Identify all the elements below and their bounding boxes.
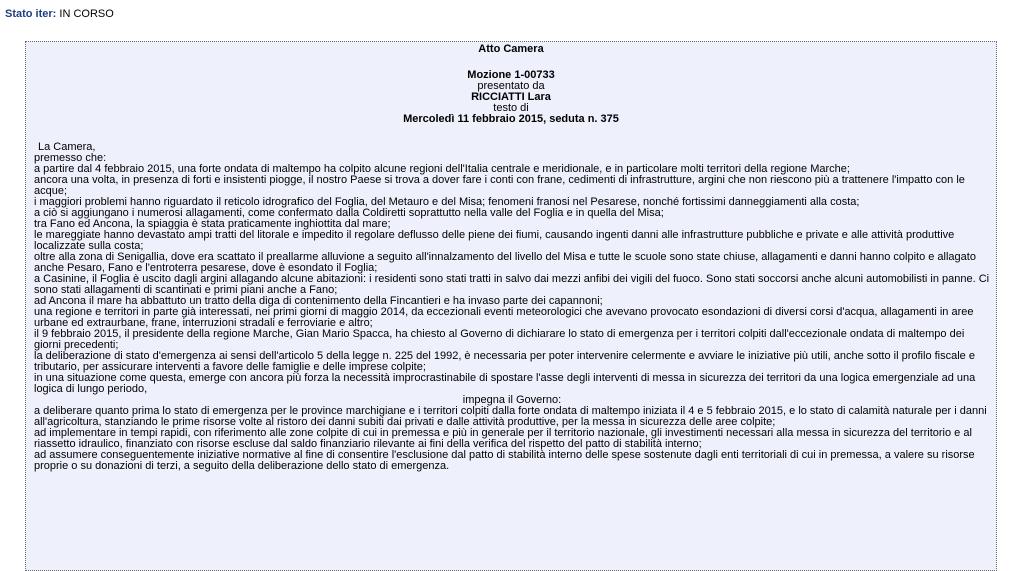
intro-line: La Camera, [38, 141, 96, 153]
premise-paragraph: a partire dal 4 febbraio 2015, una forte ondata di maltempo ha colpito alcune regioni dell'Italia centrale e meridionale, e in particolare molti territori della regione Marche; [34, 163, 850, 175]
premise-paragraph: una regione e territori in parte già interessati, nei primi giorni di maggio 2014, da eccezionali eventi meteorologici che avevano provocato esondazioni di diversi corsi d'acqua, allagamenti in aree urbane ed extraurbane, frane, interruzioni stradali e ferroviarie e altro; [34, 306, 974, 329]
session-date: Mercoledì 11 febbraio 2015, seduta n. 375 [403, 113, 619, 125]
impegna-heading: impegna il Governo: [462, 394, 562, 406]
premise-paragraph: le mareggiate hanno devastato ampi tratti del litorale e impedito il regolare deflusso delle piene dei fiumi, causando ingenti danni alle infrastrutture pubbliche e private e alle attività produttive localizzate sulla costa; [34, 229, 955, 252]
status-label: Stato iter: [5, 8, 57, 20]
premise-paragraph: i maggiori problemi hanno riguardato il reticolo idrografico del Foglia, del Metauro e del Misa; fenomeni franosi nel Pesarese, nonché fortissimi danneggiamenti alla costa; [34, 196, 860, 208]
motion-document [25, 41, 997, 571]
premise-paragraph: la deliberazione di stato d'emergenza ai sensi dell'articolo 5 della legge n. 225 del 1992, è necessaria per poter intervenire celermente e avviare le iniziative più utili, anche sotto il profilo fiscale e tributario, per assicurare interventi a favore delle famiglie e delle imprese colpite; [34, 350, 975, 373]
presented-by: presentato da [477, 80, 545, 92]
premise-paragraph: il 9 febbraio 2015, il presidente della regione Marche, Gian Mario Spacca, ha chiesto al Governo di dichiarare lo stato di emergenza per i territori colpiti dall'eccezionale ondata di maltempo dei giorni precedenti; [34, 328, 965, 351]
premise-paragraph: ancora una volta, in presenza di forti e insistenti piogge, il nostro Paese si trova a dover fare i conti con frane, cedimenti di infrastrutture, argini che non riescono più a trattenere l'impatto con le acque; [34, 174, 965, 197]
document-body [26, 142, 990, 472]
premise-paragraph: tra Fano ed Ancona, la spiaggia è stata praticamente inghiottita dal mare; [34, 218, 391, 230]
text-of: testo di [493, 102, 529, 114]
premesso-line: premesso che: [34, 152, 107, 164]
document-title: Atto Camera [478, 43, 544, 55]
premise-paragraph: in una situazione come questa, emerge con ancora più forza la necessità improcrastinabile di spostare l'asse degli interventi di messa in sicurezza dei territori da una logica emergenziale ad una logica di lungo periodo, [34, 372, 976, 395]
commitment-paragraph: ad assumere conseguentemente iniziative normative al fine di consentire l'esclusione dal patto di stabilità interno delle spese sostenute dagli enti territoriali di cui in premessa, a valere su risorse proprie o su donazioni di terzi, a seguito della deliberazione dello stato di emergenza. [34, 449, 975, 472]
premise-paragraph: a ciò si aggiungano i numerosi allagamenti, come confermato dalla Coldiretti soprattutto nella valle del Foglia e in quella del Misa; [34, 207, 664, 219]
status-line [5, 7, 114, 21]
document-header [26, 42, 996, 125]
author-name: RICCIATTI Lara [471, 91, 551, 103]
status-value: IN CORSO [59, 8, 114, 20]
commitment-paragraph: ad implementare in tempi rapidi, con riferimento alle zone colpite di cui in premessa e più in generale per il territorio nazionale, gli investimenti necessari alla messa in sicurezza del territorio e al riassetto idraulico, finanziato con risorse escluse dal saldo finanziario rilevante ai fini della verifica del rispetto del patto di stabilità interno; [34, 427, 972, 450]
motion-number: Mozione 1-00733 [467, 69, 555, 81]
premise-paragraph: oltre alla zona di Senigallia, dove era scattato il preallarme alluvione a seguito all'innalzamento del livello del Misa e tutte le scuole sono state chiuse, allagamenti e danni hanno colpito e allagato anche Pesaro, Fano e l'entroterra pesarese, dove è esondato il Foglia; [34, 251, 976, 274]
premise-paragraph: ad Ancona il mare ha abbattuto un tratto della diga di contenimento della Fincantieri e ha invaso parte dei capannoni; [34, 295, 603, 307]
premise-paragraph: a Casinine, il Foglia è uscito dagli argini allagando alcune abitazioni: i residenti sono stati tratti in salvo dai mezzi anfibi dei vigili del fuoco. Sono stati soccorsi anche alcuni automobilisti in panne. Ci sono stati allagamenti di scantinati e primi piani anche a Fano; [34, 273, 990, 296]
commitment-paragraph: a deliberare quanto prima lo stato di emergenza per le province marchigiane e i territori colpiti dalla forte ondata di maltempo iniziata il 4 e 5 febbraio 2015, e lo stato di calamità naturale per i danni all'agricoltura, stanziando le prime risorse volte al ristoro dei danni subiti dai privati e dalle attività produttive, per la messa in sicurezza delle aree colpite; [34, 405, 987, 428]
